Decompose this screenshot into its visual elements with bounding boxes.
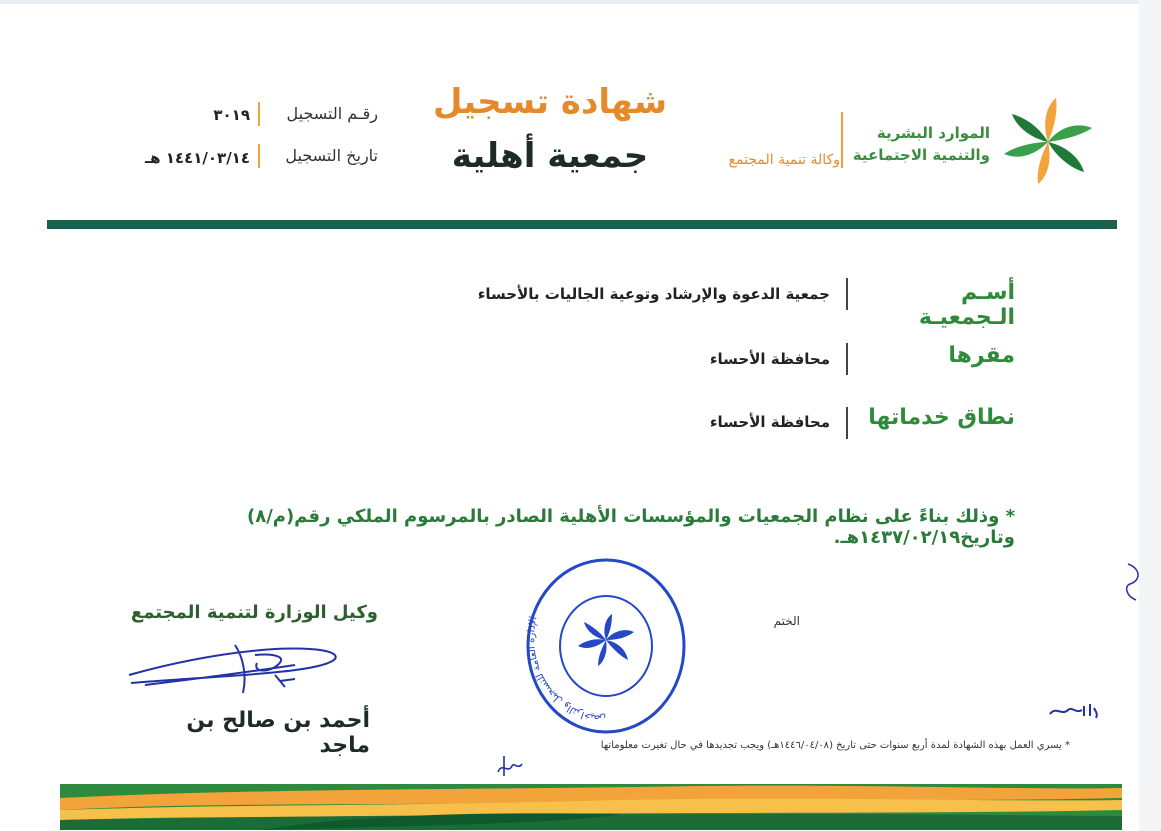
- signatory-title: وكيل الوزارة لتنمية المجتمع: [130, 602, 378, 623]
- ministry-name-line-1: الموارد البشرية: [876, 124, 990, 142]
- stamp-label: الختم: [773, 614, 800, 628]
- handwritten-signature: [125, 635, 350, 697]
- association-name-value: جمعية الدعوة والإرشاد وتوعية الجاليات بالأحساء: [477, 285, 830, 303]
- ministry-logo-icon: [1000, 98, 1096, 186]
- handwritten-note-left: [494, 752, 526, 780]
- registration-number-label: رقـم التسجيل: [286, 104, 378, 123]
- service-scope-value: محافظة الأحساء: [709, 413, 830, 431]
- handwritten-note-right: [1046, 700, 1100, 722]
- service-scope-separator: [846, 407, 848, 439]
- registration-date-label: تاريخ التسجيل: [285, 146, 378, 165]
- agency-name: وكالة تنمية المجتمع: [728, 152, 840, 168]
- official-stamp: [524, 556, 688, 736]
- registration-date-value: ١٤٤١/٠٣/١٤ هـ: [145, 149, 250, 167]
- association-name-label: أسـم الـجمعيـة: [918, 280, 1015, 330]
- header-divider: [47, 220, 1117, 229]
- page-right-edge: [1139, 0, 1161, 831]
- service-scope-label: نطاق خدماتها: [868, 405, 1015, 430]
- ministry-name-line-2: والتنمية الاجتماعية: [852, 146, 990, 164]
- ministry-name: [845, 122, 990, 166]
- stamp-palm-icon: [578, 614, 634, 666]
- certificate-title: شهادة تسجيل: [432, 82, 668, 122]
- signatory-name: أحمد بن صالح بن ماجد: [186, 708, 370, 758]
- headquarters-label: مقرها: [948, 343, 1015, 368]
- registration-number-value: ٣٠١٩: [213, 106, 250, 124]
- registration-number-separator: [258, 102, 260, 126]
- page-top-edge: [0, 0, 1161, 4]
- edge-mark: [1120, 560, 1148, 606]
- validity-note: * يسري العمل بهذه الشهادة لمدة أربع سنوات حتى تاريخ (١٤٤٦/٠٤/٠٨هـ) ويجب تجديدها في حال تغيرت معلوماتها: [600, 740, 1070, 751]
- certificate-subtitle: جمعية أهلية: [451, 136, 649, 176]
- association-name-separator: [846, 278, 848, 310]
- registration-date-separator: [258, 144, 260, 168]
- legal-basis-text: * وذلك بناءً على نظام الجمعيات والمؤسسات الأهلية الصادر بالمرسوم الملكي رقم(م/٨) وتاريخ١٤٣٧/٠٢/١٩هـ.: [246, 506, 1015, 548]
- stamp-ring-text: الإدارة العامة للتسجيل والتراخيص: [526, 615, 607, 725]
- headquarters-separator: [846, 343, 848, 375]
- logo-separator: [841, 112, 843, 168]
- decorative-footer-band: [60, 784, 1122, 830]
- headquarters-value: محافظة الأحساء: [709, 350, 830, 368]
